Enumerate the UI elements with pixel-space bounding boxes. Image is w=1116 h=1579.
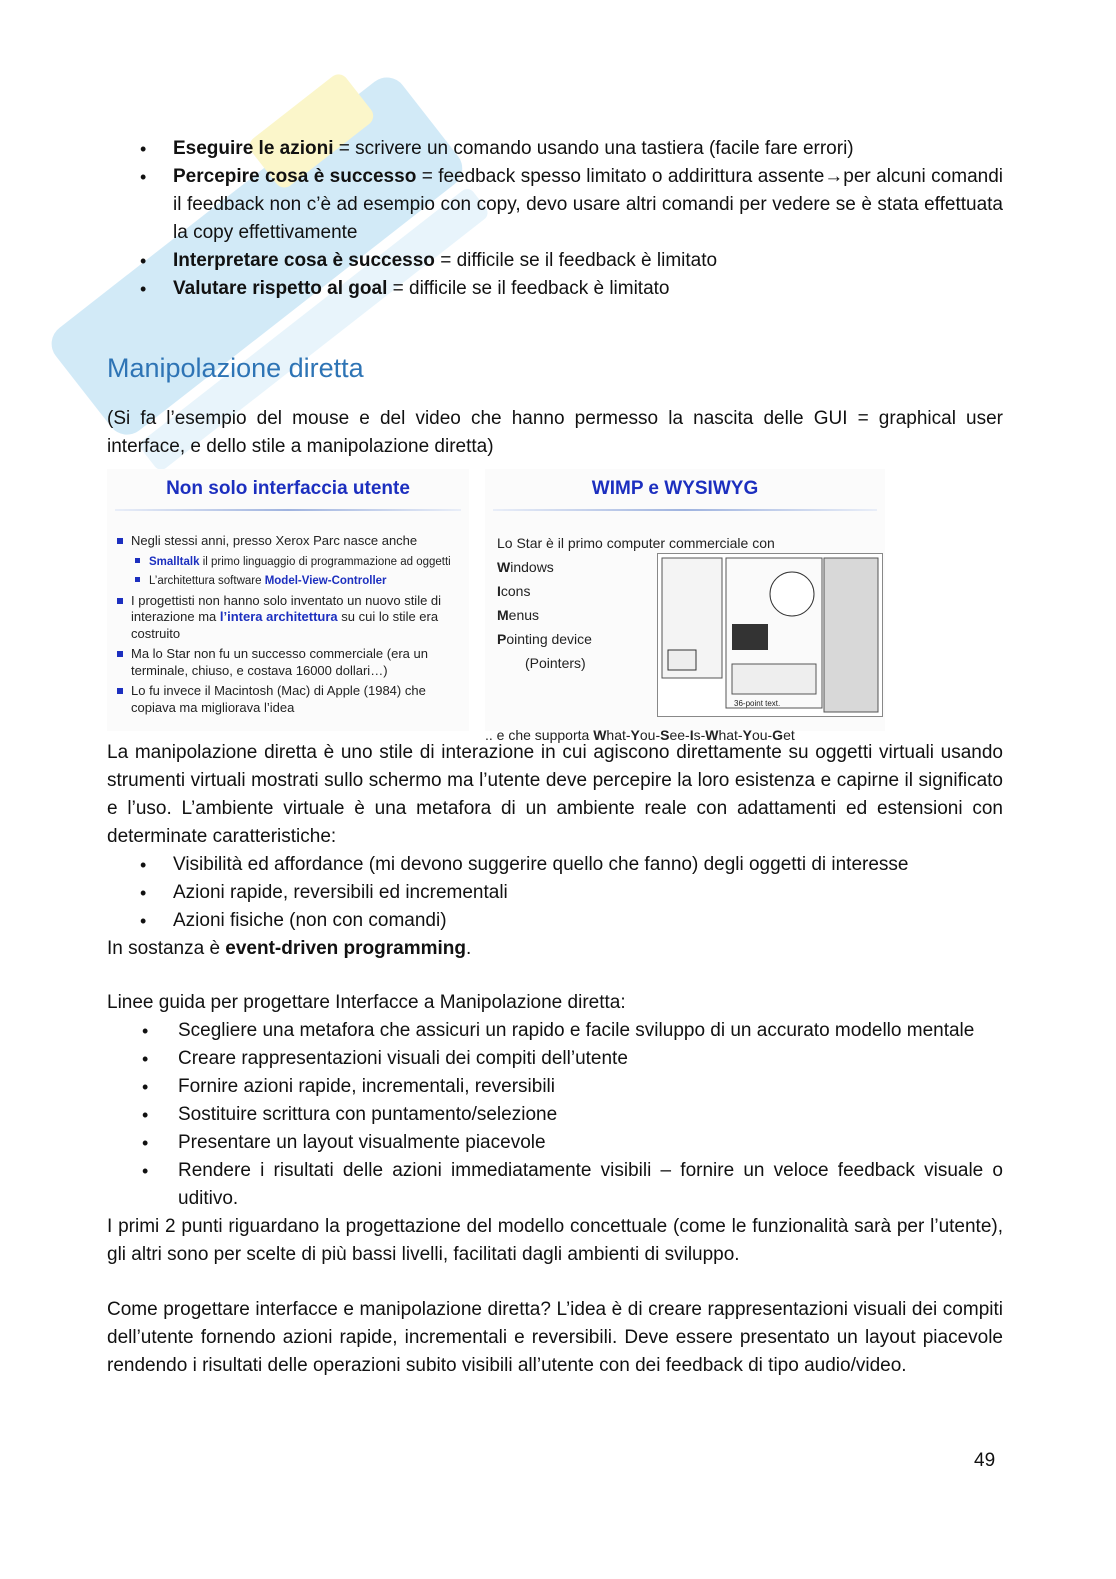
list-item: • Creare rappresentazioni visuali dei compiti dell’utente [178, 1045, 1003, 1073]
paragraph-how-to-design: Come progettare interfacce e manipolazione diretta? L’idea è di creare rappresentazioni visuali dei compiti dell’utente fornendo azioni rapide, incrementali e reversibili. Deve essere presentato un layout piacevole rendendo i risultati delle operazioni subito visibili all’utente con dei feedback di tipo audio/video. [107, 1299, 1003, 1376]
page-number: 49 [974, 1450, 996, 1471]
slide-title: Non solo interfaccia utente [166, 478, 410, 499]
list-item: • Percepire cosa è successo = feedback spesso limitato o addirittura assente→per alcuni comandi il feedback non c’è ad esempio con copy, devo usare altri comandi per vedere se è stata effettuata la copy effettivamente [173, 163, 1003, 247]
slide-bullet: Negli stessi anni, presso Xerox Parc nasce anche [115, 533, 469, 550]
paragraph-definition: La manipolazione diretta è uno stile di interazione in cui agiscono direttamente su oggetti virtuali usando strumenti virtuali mostrati sullo schermo ma l’utente deve percepire la loro esistenza e capirne il significato e l’uso. L’ambiente virtuale è una metafora di un ambiente reale con adattamenti ed estensioni con determinate caratteristiche: [107, 742, 1003, 847]
list-item: • Presentare un layout visualmente piacevole [178, 1129, 1003, 1157]
screenshot-text: 36-point text. [734, 699, 781, 708]
guidelines-list [107, 1017, 1003, 1213]
slide-bullet: Ma lo Star non fu un successo commerciale (era un terminale, chiuso, e costava 16000 dollari…) [115, 646, 469, 679]
list-item: • Fornire azioni rapide, incrementali, reversibili [178, 1073, 1003, 1101]
paragraph-substance: In sostanza è event-driven programming. [107, 938, 472, 959]
slide-body [497, 531, 775, 675]
list-item: • Eseguire le azioni = scrivere un comando usando una tastiera (facile fare errori) [173, 135, 1003, 163]
slide-bullet: I progettisti non hanno solo inventato un nuovo stile di interazione ma l’intera architettura su cui lo stile era costruito [115, 593, 469, 643]
wimp-pointers: (Pointers) [525, 655, 586, 671]
wimp-pointing: Pointing device [497, 631, 592, 647]
intro-bullet-list [107, 135, 1003, 303]
list-item: • Azioni fisiche (non con comandi) [173, 907, 1003, 935]
list-item: • Rendere i risultati delle azioni immediatamente visibili – fornire un veloce feedback visuale o uditivo. [178, 1157, 1003, 1213]
slide-bullet: Lo fu invece il Macintosh (Mac) di Apple (1984) che copiava ma migliorava l’idea [115, 683, 469, 716]
list-item: • Azioni rapide, reversibili ed incrementali [173, 879, 1003, 907]
slide-wimp-wysiwyg [485, 469, 885, 743]
wimp-windows: Windows [497, 559, 554, 575]
slide-sub-bullet: Smalltalk il primo linguaggio di programmazione ad oggetti [115, 554, 469, 571]
wimp-icons: Icons [497, 583, 531, 599]
slide-body [115, 533, 469, 720]
intro-paragraph: (Si fa l’esempio del mouse e del video che hanno permesso la nascita delle GUI = graphical user interface, e dello stile a manipolazione diretta) [107, 408, 1003, 457]
wimp-menus: Menus [497, 607, 540, 623]
list-item: • Visibilità ed affordance (mi devono suggerire quello che fanno) degli oggetti di interesse [173, 851, 1003, 879]
slide-title: WIMP e WYSIWYG [591, 478, 759, 499]
slide-sub-bullet: L’architettura software Model-View-Controller [115, 573, 469, 590]
slide-divider [493, 509, 877, 511]
slide-line: Lo Star è il primo computer commerciale con [497, 535, 775, 551]
section-heading: Manipolazione diretta [107, 353, 364, 383]
paragraph-conceptual-model: I primi 2 punti riguardano la progettazione del modello concettuale (come le funzionalità sarà per l’utente), gli altri sono per scelte di più bassi livelli, facilitati dagli ambienti di sviluppo. [107, 1216, 1003, 1265]
list-item: • Sostituire scrittura con puntamento/selezione [178, 1101, 1003, 1129]
guidelines-title: Linee guida per progettare Interfacce a Manipolazione diretta: [107, 992, 626, 1013]
slide-non-solo-interfaccia [107, 469, 469, 731]
slides-figure [107, 469, 887, 741]
page-content [107, 135, 1003, 1380]
slide-divider [115, 509, 461, 511]
list-item: • Interpretare cosa è successo = difficile se il feedback è limitato [173, 247, 1003, 275]
list-item: • Valutare rispetto al goal = difficile se il feedback è limitato [173, 275, 1003, 303]
xerox-star-screenshot [657, 553, 883, 717]
slide-caption: .. e che supporta What-You-See-Is-What-You-Get [485, 727, 795, 743]
features-list [107, 851, 1003, 935]
list-item: • Scegliere una metafora che assicuri un rapido e facile sviluppo di un accurato modello mentale [178, 1017, 1003, 1045]
